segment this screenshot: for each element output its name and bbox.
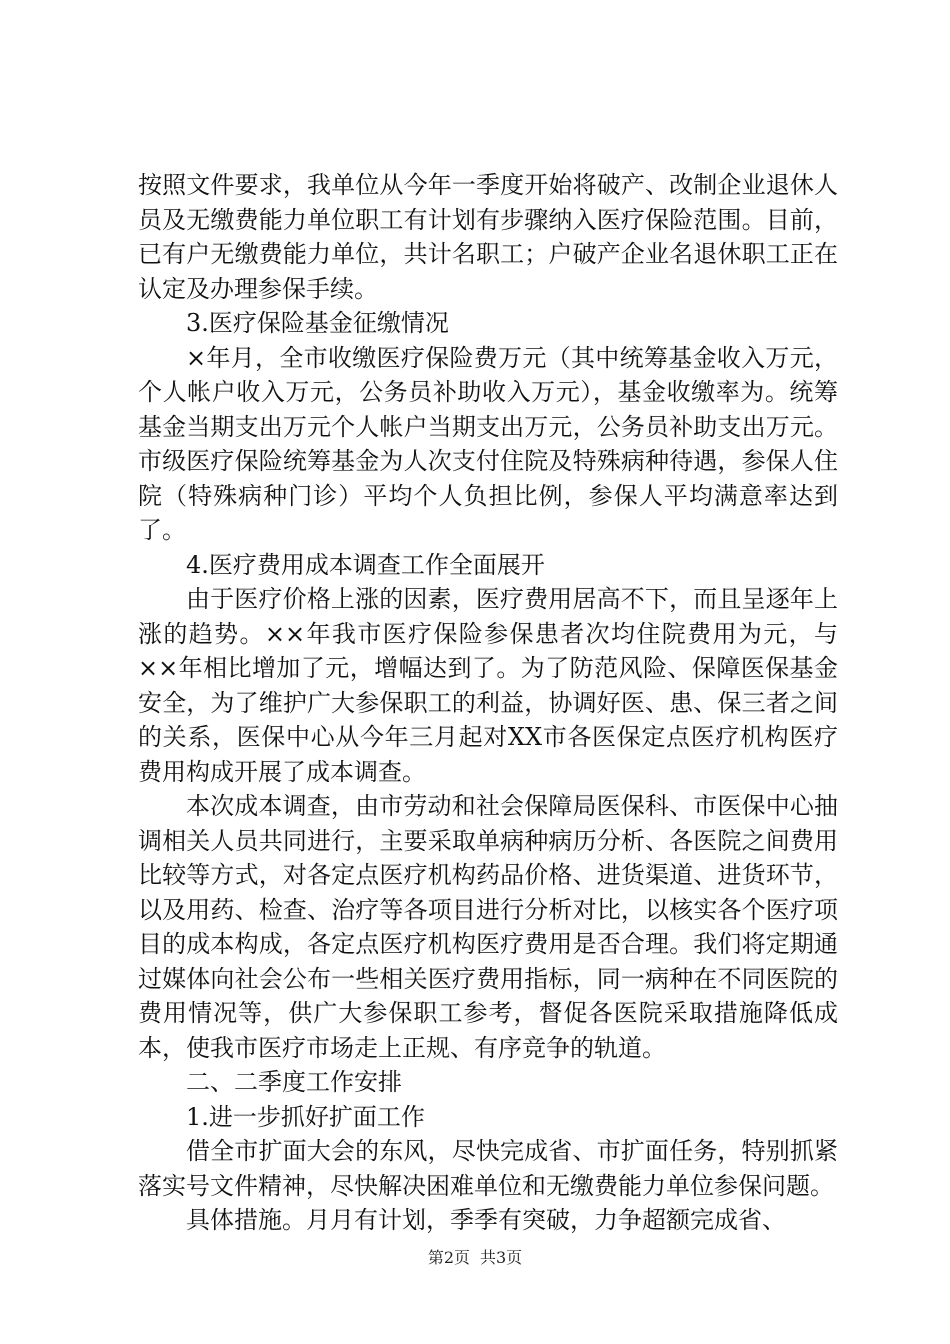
section-heading: 4.医疗费用成本调查工作全面展开: [186, 550, 545, 579]
paragraph: ×年月，全市收缴医疗保险费万元（其中统筹基金收入万元，个人帐户收入万元，公务员补助收入万元），基金收缴率为。统筹基金当期支出万元个人帐户当期支出万元，公务员补助支出万元。市级医疗保险统筹基金为人次支付住院及特殊病种待遇，参保人住院（特殊病种门诊）平均个人负担比例，参保人平均满意率达到了。: [138, 343, 838, 544]
paragraph: 由于医疗价格上涨的因素，医疗费用居高不下，而且呈逐年上涨的趋势。××年我市医疗保险参保患者次均住院费用为元，与××年相比增加了元，增幅达到了。为了防范风险、保障医保基金安全，为了维护广大参保职工的利益，协调好医、患、保三者之间的关系，医保中心从今年三月起对XX市各医保定点医疗机构医疗费用构成开展了成本调查。: [138, 585, 838, 786]
section-heading: 二、二季度工作安排: [186, 1068, 402, 1096]
document-body: [138, 168, 838, 1238]
paragraph: 按照文件要求，我单位从今年一季度开始将破产、改制企业退休人员及无缴费能力单位职工有计划有步骤纳入医疗保险范围。目前，已有户无缴费能力单位，共计名职工；户破产企业名退休职工正在认定及办理参保手续。: [138, 171, 838, 303]
page-number: 第2页: [427, 1248, 470, 1267]
page-total: 共3页: [480, 1248, 523, 1267]
section-heading: 1.进一步抓好扩面工作: [186, 1102, 425, 1131]
page-footer: [0, 1248, 950, 1268]
paragraph: 具体措施。月月有计划，季季有突破，力争超额完成省、: [186, 1206, 786, 1234]
paragraph: 本次成本调查，由市劳动和社会保障局医保科、市医保中心抽调相关人员共同进行，主要采取单病种病历分析、各医院之间费用比较等方式，对各定点医疗机构药品价格、进货渠道、进货环节，以及用药、检查、治疗等各项目进行分析对比，以核实各个医疗项目的成本构成，各定点医疗机构医疗费用是否合理。我们将定期通过媒体向社会公布一些相关医疗费用指标，同一病种在不同医院的费用情况等，供广大参保职工参考，督促各医院采取措施降低成本，使我市医疗市场走上正规、有序竞争的轨道。: [138, 792, 838, 1062]
paragraph: 借全市扩面大会的东风，尽快完成省、市扩面任务，特别抓紧落实号文件精神，尽快解决困难单位和无缴费能力单位参保问题。: [138, 1137, 838, 1200]
section-heading: 3.医疗保险基金征缴情况: [186, 309, 449, 337]
